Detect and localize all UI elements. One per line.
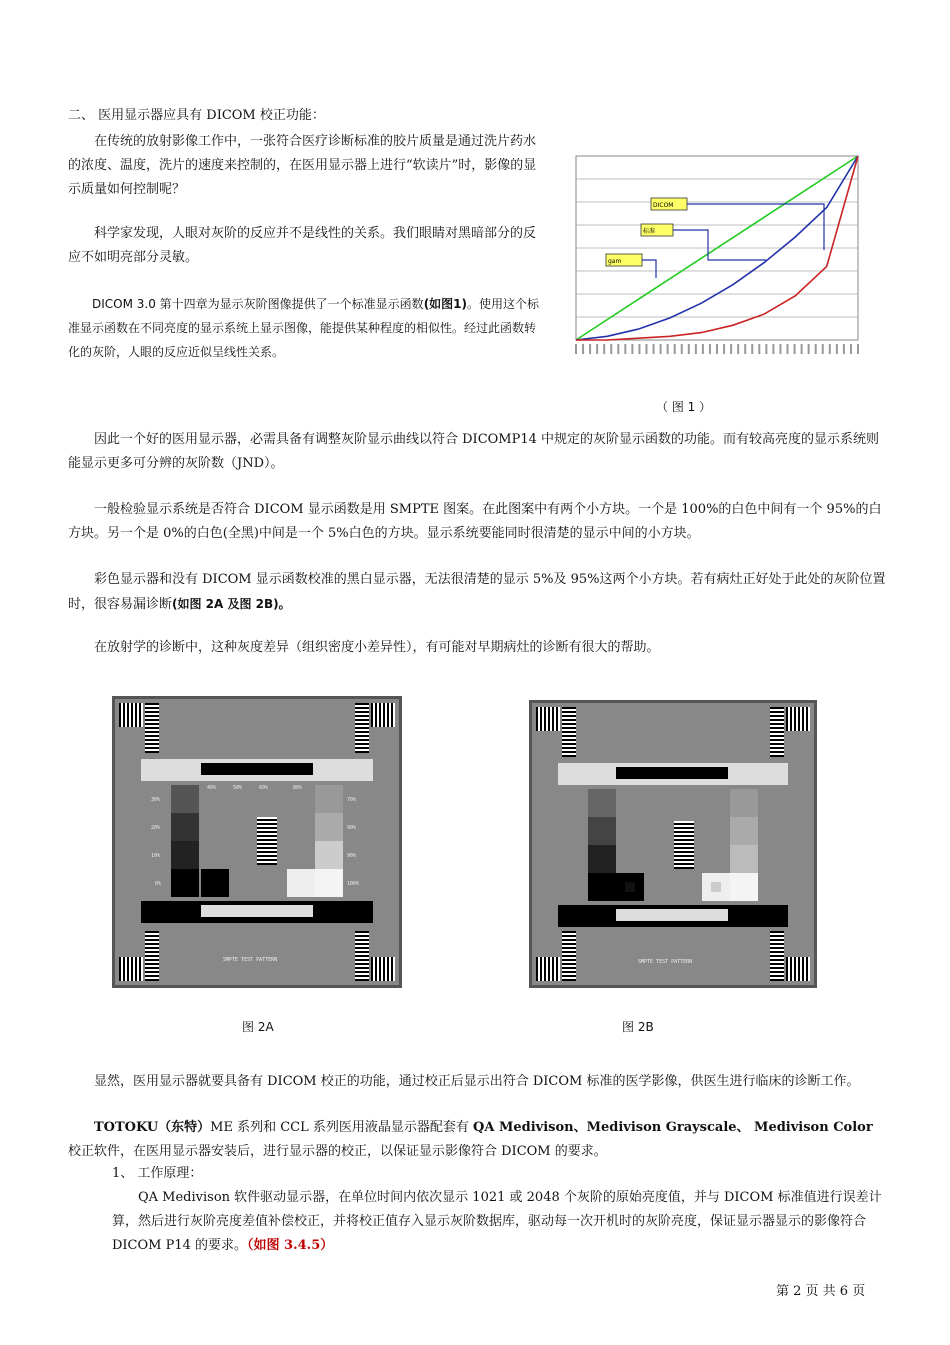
x-tick-label	[836, 344, 838, 354]
fig2-reference: (如图 2A 及图 2B)。	[172, 597, 291, 611]
white-bar-bottom	[616, 909, 728, 921]
smpte-label: 50%	[233, 785, 243, 791]
paragraph-color-display	[68, 568, 886, 617]
x-tick-label	[667, 344, 669, 354]
para6-text: 彩色显示器和没有 DICOM 显示函数校准的黑白显示器，无法很清楚的显示 5%及 95%这两个小方块。若有病灶正好处于此处的灰阶位置时，很容易漏诊断	[68, 572, 886, 612]
paragraph-qa-medivison	[112, 1186, 886, 1258]
x-tick-label	[681, 344, 683, 354]
paragraph-radiology: 在放射学的诊断中，这种灰度差异（组织密度小差异性），有可能对早期病灶的诊断有很大的帮助。	[94, 640, 660, 655]
resolution-patch	[119, 957, 143, 981]
black-bar	[201, 763, 313, 775]
legend-label-gamma: gam	[608, 258, 622, 265]
resolution-patch	[145, 703, 159, 753]
brand-totoku: TOTOKU（东特）	[94, 1120, 211, 1135]
white-95-cell	[315, 869, 343, 897]
x-tick-label	[801, 344, 803, 354]
paragraph-eye-response: 科学家发现，人眼对灰阶的反应并不是线性的关系。我们眼睛对黑暗部分的反应不如明亮部分灵敏。	[68, 226, 537, 265]
section-working-principle: 1、 工作原理：	[112, 1166, 203, 1181]
white-bar-bottom	[201, 905, 313, 917]
x-tick-label	[653, 344, 655, 354]
para3-text-cont: 。使用这个标准显示函数在不同亮度的显示系统上显示图像，能提供某种程度的相似性。经过此函数转化的灰阶，人眼的反应近似呈线性关系。	[68, 297, 540, 359]
software-names: QA Medivison、Medivison Grayscale、 Medivison Color	[473, 1120, 873, 1135]
smpte-label: 80%	[293, 785, 303, 791]
x-tick-label	[794, 344, 796, 354]
gray-cell	[171, 813, 199, 841]
x-tick-label	[575, 344, 577, 354]
x-tick-label	[610, 344, 612, 354]
x-tick-label	[603, 344, 605, 354]
paragraph-smpte: 一般检验显示系统是否符合 DICOM 显示函数是用 SMPTE 图案。在此图案中有两个小方块。一个是 100%的白色中间有一个 95%的白方块。另一个是 0%的白色(全黑)中间是一个 5%白色的方块。显示系统要能同时很清楚的显示中间的小方块。	[68, 502, 882, 541]
x-tick-label	[617, 344, 619, 354]
gray-cell	[171, 785, 199, 813]
black-cell	[171, 869, 199, 897]
resolution-patch	[562, 931, 576, 981]
black-cell	[588, 873, 616, 901]
x-tick-label	[730, 344, 732, 354]
resolution-patch	[355, 703, 369, 753]
gray-cell	[171, 841, 199, 869]
fig2a-caption: 图 2A	[242, 1020, 274, 1034]
x-tick-label	[744, 344, 746, 354]
x-tick-label	[582, 344, 584, 354]
x-tick-label	[857, 344, 859, 354]
x-tick-label	[688, 344, 690, 354]
smpte-pattern-2b	[529, 700, 817, 988]
gray-cell	[730, 789, 758, 817]
smpte-label: 40%	[207, 785, 217, 791]
page-footer: 第 2 页 共 6 页	[776, 1284, 866, 1299]
x-tick-label	[674, 344, 676, 354]
para9-text: ME 系列和 CCL 系列医用液晶显示器配套有	[210, 1120, 474, 1135]
fig2b-caption: 图 2B	[622, 1020, 654, 1034]
resolution-patch	[786, 957, 810, 981]
smpte-title: SMPTE TEST PATTERN	[638, 959, 693, 965]
x-tick-label	[695, 344, 697, 354]
white-cell	[702, 873, 730, 901]
x-tick-label	[850, 344, 852, 354]
resolution-patch	[770, 707, 784, 757]
x-tick-label	[646, 344, 648, 354]
gray-cell	[315, 813, 343, 841]
dicom-curve-chart	[556, 150, 868, 362]
x-tick-label	[589, 344, 591, 354]
black-5-cell	[201, 869, 229, 897]
x-tick-label	[787, 344, 789, 354]
black-5-cell	[616, 873, 644, 901]
smpte-title: SMPTE TEST PATTERN	[223, 957, 278, 963]
x-tick-label	[702, 344, 704, 354]
x-tick-label	[737, 344, 739, 354]
x-tick-label	[660, 344, 662, 354]
chart-x-ticks	[575, 344, 859, 354]
para3-text: DICOM 3.0 第十四章为显示灰阶图像提供了一个标准显示函数	[92, 297, 424, 311]
x-tick-label	[709, 344, 711, 354]
smpte-label: 30%	[151, 797, 161, 803]
para9-text-cont: 校正软件，在医用显示器安装后，进行显示器的校正，以保证显示影像符合 DICOM 的要求。	[68, 1144, 607, 1159]
gray-cell	[588, 817, 616, 845]
legend-label-dicom: DICOM	[653, 202, 674, 209]
x-tick-label	[723, 344, 725, 354]
resolution-patch	[562, 707, 576, 757]
gray-cell	[315, 841, 343, 869]
paragraph-intro: 在传统的放射影像工作中，一张符合医疗诊断标准的胶片质量是通过洗片药水的浓度、温度，洗片的速度来控制的，在医用显示器上进行“软读片”时，影像的显示质量如何控制呢？	[68, 134, 537, 197]
paragraph-dicom-function	[68, 292, 542, 364]
fig1-caption: （ 图 1 ）	[656, 400, 712, 414]
x-tick-label	[631, 344, 633, 354]
smpte-label: 0%	[155, 881, 162, 887]
gray-cell	[315, 785, 343, 813]
smpte-label: 20%	[151, 825, 161, 831]
x-tick-label	[808, 344, 810, 354]
smpte-label: 70%	[347, 797, 357, 803]
black-bar	[616, 767, 728, 779]
resolution-patch	[257, 817, 277, 865]
x-tick-label	[716, 344, 718, 354]
resolution-patch	[119, 703, 143, 727]
x-tick-label	[624, 344, 626, 354]
x-tick-label	[815, 344, 817, 354]
smpte-pattern-2a	[112, 696, 402, 988]
legend-label-standard: 标准	[643, 228, 656, 235]
smpte-label: 90%	[347, 853, 357, 859]
x-tick-label	[779, 344, 781, 354]
x-tick-label	[596, 344, 598, 354]
paragraph-medical-display: 因此一个好的医用显示器，必需具备有调整灰阶显示曲线以符合 DICOMP14 中规定的灰阶显示函数的功能。而有较高亮度的显示系统则能显示更多可分辨的灰阶数（JND）。	[68, 432, 880, 471]
x-tick-label	[758, 344, 760, 354]
x-tick-label	[765, 344, 767, 354]
resolution-patch	[536, 957, 560, 981]
resolution-patch	[770, 931, 784, 981]
gray-cell	[588, 845, 616, 873]
resolution-patch	[371, 703, 395, 727]
section-heading: 二、 医用显示器应具有 DICOM 校正功能：	[68, 108, 325, 123]
gray-cell	[730, 845, 758, 873]
resolution-patch	[371, 957, 395, 981]
x-tick-label	[822, 344, 824, 354]
x-tick-label	[829, 344, 831, 354]
resolution-patch	[786, 707, 810, 731]
smpte-label: 90%	[347, 825, 357, 831]
gray-cell	[588, 789, 616, 817]
smpte-label: 100%	[347, 881, 360, 887]
para10-text: QA Medivison 软件驱动显示器，在单位时间内依次显示 1021 或 2048 个灰阶的原始亮度值，并与 DICOM 标准值进行误差计算，然后进行灰阶亮度差值补偿校正，并将校正值存入显示灰阶数据库，驱动每一次开机时的灰阶亮度，保证显示器显示的影像符合 DICOM P14 的要求。	[112, 1190, 882, 1253]
white-cell	[287, 869, 315, 897]
resolution-patch	[536, 707, 560, 731]
x-tick-label	[772, 344, 774, 354]
resolution-patch	[145, 931, 159, 981]
smpte-label: 10%	[151, 853, 161, 859]
fig1-reference: (如图1)	[423, 297, 468, 311]
x-tick-label	[843, 344, 845, 354]
paragraph-conclusion: 显然，医用显示器就要具备有 DICOM 校正的功能，通过校正后显示出符合 DICOM 标准的医学影像，供医生进行临床的诊断工作。	[94, 1074, 860, 1089]
paragraph-totoku	[68, 1116, 886, 1164]
resolution-patch	[355, 931, 369, 981]
white-95-cell	[730, 873, 758, 901]
smpte-label: 60%	[259, 785, 269, 791]
gray-cell	[730, 817, 758, 845]
resolution-patch	[674, 821, 694, 869]
x-tick-label	[638, 344, 640, 354]
fig3-reference: （如图 3.4.5）	[247, 1238, 334, 1253]
x-tick-label	[751, 344, 753, 354]
